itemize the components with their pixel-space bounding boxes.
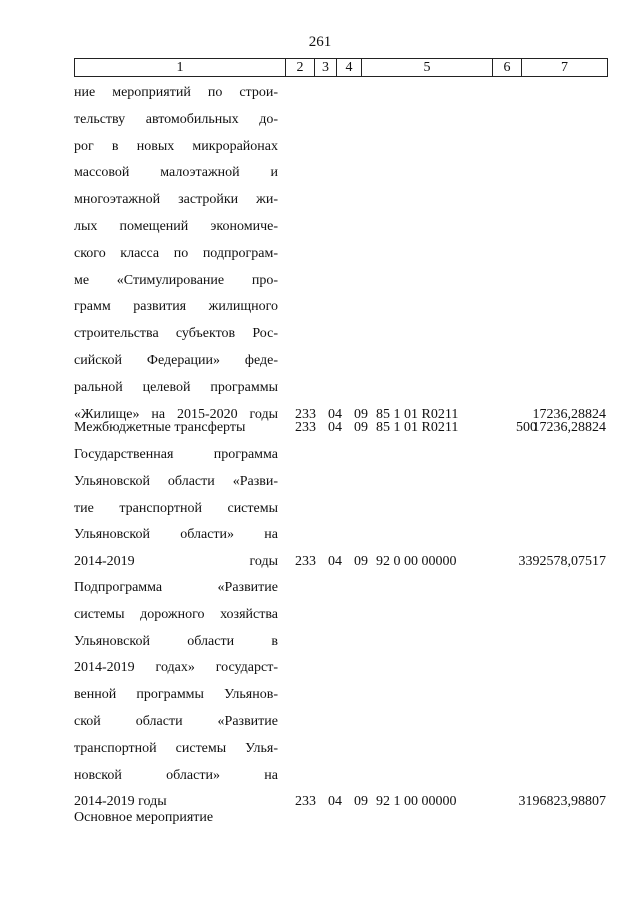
description-line: 2014-2019 годы [74,794,167,810]
column-header-1: 1 [75,59,286,76]
description-line: Ульяновской области» на [74,527,278,543]
description-line: ской области «Развитие [74,713,278,729]
description-line: Ульяновской области «Разви- [74,473,278,489]
subsection-code: 09 [354,554,368,570]
admin-code: 233 [295,554,316,570]
column-header-2: 2 [286,59,315,76]
column-header-5: 5 [362,59,493,76]
description-line: венной программы Ульянов- [74,687,278,703]
admin-code: 233 [295,406,316,422]
section-code: 04 [328,794,342,810]
target-article-code: 92 0 00 00000 [376,554,457,570]
section-code: 04 [328,406,342,422]
description-line: Межбюджетные трансферты [74,420,246,435]
description-line: Подпрограмма «Развитие [74,580,278,595]
description-line: ме «Стимулирование про- [74,272,278,288]
page-number: 261 [308,34,332,50]
column-header-3: 3 [315,59,337,76]
row-description [74,575,278,816]
amount-value: 17236,28824 [532,406,606,422]
description-line: сийской Федерации» феде- [74,352,278,368]
subsection-code: 09 [354,794,368,810]
section-code: 04 [328,554,342,570]
table-row [74,575,606,816]
expense-type-code: 500 [516,420,537,435]
subsection-code: 09 [354,406,368,422]
description-line: массовой малоэтажной и [74,165,278,181]
target-article-code: 85 1 01 R0211 [376,406,459,422]
description-line: лых помещений экономиче- [74,218,278,234]
amount-value: 3392578,07517 [518,554,606,570]
column-header-4: 4 [337,59,362,76]
description-line: «Жилище» на 2015-2020 годы [74,406,278,422]
description-line: Основное мероприятие [74,810,214,825]
table-row [74,442,606,576]
description-line: системы дорожного хозяйства [74,606,278,622]
description-line: грамм развития жилищного [74,299,278,315]
amount-value: 3196823,98807 [518,794,606,810]
table-row [74,80,606,428]
target-article-code: 92 1 00 00000 [376,794,457,810]
description-line: рог в новых микрорайонах [74,138,278,154]
section-code: 04 [328,420,342,435]
description-line: многоэтажной застройки жи- [74,192,278,208]
admin-code: 233 [295,420,316,435]
description-line: 2014-2019 годы [74,554,278,570]
amount-value: 17236,28824 [532,420,606,435]
admin-code: 233 [295,794,316,810]
description-line: тие транспортной системы [74,500,278,516]
table-header-row [74,58,608,77]
description-line: ние мероприятий по строи- [74,85,278,100]
table-row [74,415,606,442]
column-header-7: 7 [561,60,568,75]
description-line: Государственная программа [74,447,278,462]
subsection-code: 09 [354,420,368,435]
description-line: ского класса по подпрограм- [74,245,278,261]
description-line: новской области» на [74,767,278,783]
description-line: тельству автомобильных до- [74,111,278,127]
row-description [74,80,278,428]
table-row [74,805,606,832]
description-line: транспортной системы Улья- [74,740,278,756]
column-header-6: 6 [493,59,522,76]
description-line: ральной целевой программы [74,379,278,395]
description-line: 2014-2019 годах» государст- [74,660,278,676]
description-line: Ульяновской области в [74,633,278,649]
target-article-code: 85 1 01 R0211 [376,420,459,435]
description-line: строительства субъектов Рос- [74,326,278,342]
